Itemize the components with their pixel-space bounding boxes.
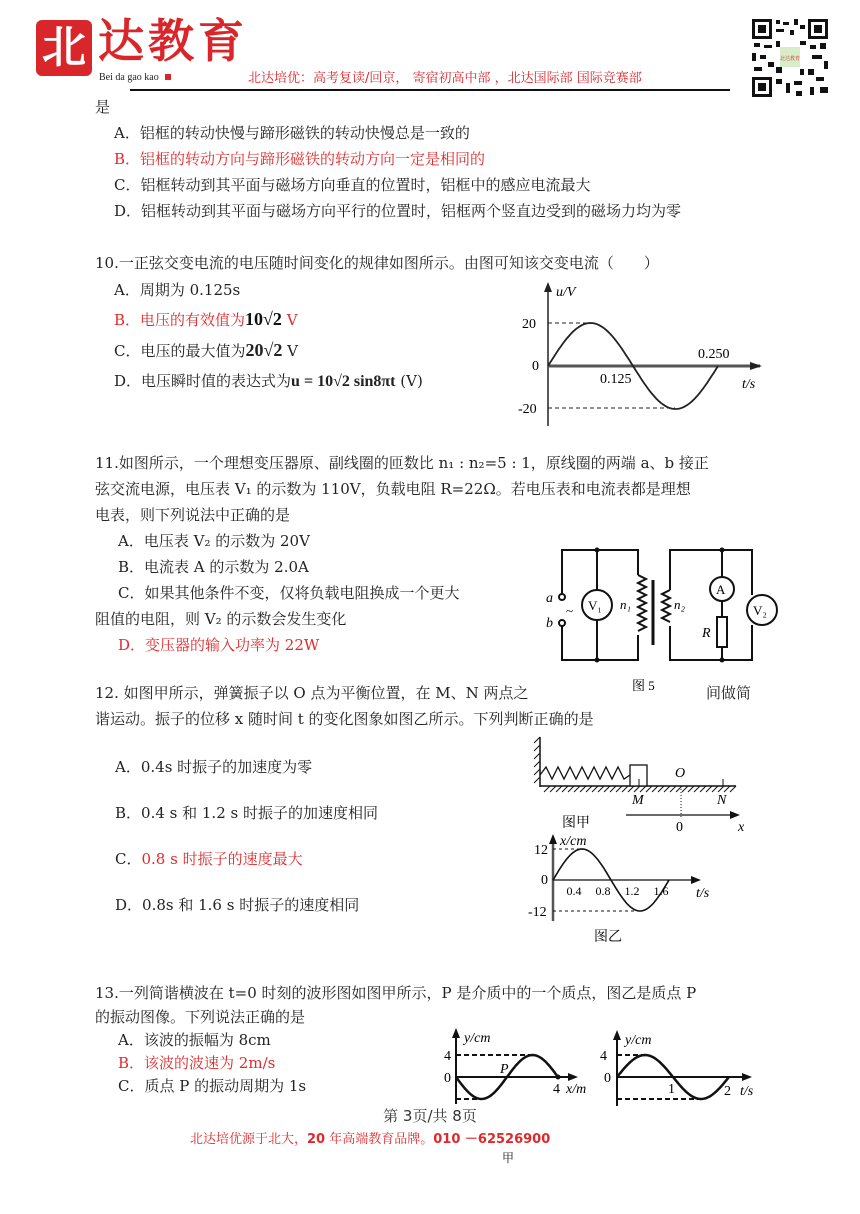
- option-text: 0.8s 和 1.6 s 时振子的速度相同: [142, 896, 360, 914]
- footer-slogan: [190, 1131, 550, 1149]
- option-text: 该波的波速为 2m/s: [144, 1054, 276, 1072]
- ac-source-icon: ~: [566, 603, 574, 618]
- option-label: C．: [114, 176, 141, 194]
- y-tick-neg12: -12: [528, 905, 547, 920]
- floor-hatch: [628, 786, 634, 792]
- fig-b-caption: 图乙: [594, 930, 622, 945]
- option-text: 周期为 0.125s: [139, 281, 241, 299]
- page-number: 第 3页/共 8页: [383, 1107, 477, 1125]
- circuit-caption: 图 5: [632, 678, 655, 693]
- secondary-coil: [662, 590, 670, 622]
- option-unit: V: [281, 311, 298, 329]
- y-tick-20: 20: [522, 317, 536, 332]
- option-label: A．: [114, 281, 140, 299]
- x-axis-arrow-icon: [742, 1073, 752, 1081]
- label-v1: V₁: [588, 598, 602, 613]
- floor-hatch: [616, 786, 622, 792]
- floor-hatch: [664, 786, 670, 792]
- logo-text: 达教育: [98, 14, 248, 68]
- label-a: a: [546, 591, 553, 606]
- q11-option-d: [118, 635, 319, 655]
- point-p: P: [500, 1062, 509, 1077]
- y-label: y/cm: [625, 1033, 652, 1048]
- x-tick-0125: 0.125: [600, 372, 632, 387]
- option-text: 铝框的转动快慢与蹄形磁铁的转动快慢总是一致的: [139, 124, 470, 142]
- option-label: D．: [115, 896, 143, 914]
- floor-hatch: [574, 786, 580, 792]
- logo-subtitle: [99, 72, 171, 84]
- option-text: 铝框的转动方向与蹄形磁铁的转动方向一定是相同的: [140, 150, 486, 168]
- y-label: y/cm: [464, 1031, 491, 1046]
- qr-label: 北达教育: [779, 57, 801, 62]
- y-tick-4: 4: [600, 1049, 607, 1064]
- contact-phone: 010 －62526900: [433, 1132, 551, 1147]
- q10-option-a: [114, 280, 240, 300]
- floor-hatch: [568, 786, 574, 792]
- floor-hatch: [580, 786, 586, 792]
- q12-figures: [510, 735, 770, 950]
- option-text: 0.8 s 时振子的速度最大: [141, 850, 303, 868]
- option-text: 电流表 A 的示数为 2.0A: [144, 558, 309, 576]
- y-tick-0: 0: [532, 359, 539, 374]
- option-text: 质点 P 的振动周期为 1s: [144, 1077, 307, 1095]
- y-tick-0: 0: [604, 1071, 611, 1086]
- q11-option-b: [118, 557, 309, 577]
- option-text: 铝框转动到其平面与磁场方向平行的位置时，铝框两个竖直边受到的磁场力均为零: [141, 202, 682, 220]
- floor-hatch: [694, 786, 700, 792]
- floor-hatch: [544, 786, 550, 792]
- resistor: [717, 617, 727, 647]
- floor-hatch: [646, 786, 652, 792]
- floor-hatch: [688, 786, 694, 792]
- x-tick-1: 1: [668, 1082, 675, 1097]
- option-text: 阻值的电阻，则 V₂ 的示数会发生变化: [95, 610, 347, 628]
- x-axis-arrow-icon: [730, 811, 740, 819]
- q9-option-c: [114, 175, 591, 195]
- floor-hatch: [622, 786, 628, 792]
- option-label: D．: [118, 636, 146, 654]
- floor-hatch: [670, 786, 676, 792]
- x-tick-4: 4: [553, 1082, 560, 1097]
- x-axis-arrow-icon: [750, 362, 762, 370]
- logo-square-icon: [165, 74, 171, 80]
- floor-hatch: [682, 786, 688, 792]
- x-label: x/m: [566, 1082, 587, 1097]
- option-label: B．: [118, 558, 145, 576]
- x-axis-arrow-icon: [691, 876, 701, 884]
- y-tick-0: 0: [541, 873, 548, 888]
- label-zero: 0: [676, 820, 683, 835]
- label-o: O: [675, 766, 686, 781]
- option-label: A．: [118, 532, 144, 550]
- terminal-a: [559, 594, 565, 600]
- spring: [540, 767, 630, 779]
- slogan-text: 北达培优源于北大，: [190, 1132, 308, 1147]
- primary-bottom-wire: [562, 620, 638, 660]
- floor-hatch: [604, 786, 610, 792]
- option-unit: (V): [395, 372, 423, 390]
- x-tick-08: 0.8: [595, 884, 611, 898]
- q12-option-a: [115, 757, 312, 777]
- y-axis-arrow-icon: [544, 282, 552, 292]
- floor-hatch: [640, 786, 646, 792]
- option-text: 电压的最大值为: [140, 342, 246, 360]
- option-text: 铝框转动到其平面与磁场方向垂直的位置时，铝框中的感应电流最大: [140, 176, 591, 194]
- q11-option-a: [118, 531, 310, 551]
- option-label: D．: [114, 202, 142, 220]
- floor-hatch: [586, 786, 592, 792]
- option-math: 10√2: [245, 309, 282, 329]
- y-axis-arrow-icon: [452, 1028, 460, 1038]
- label-n2: n₂: [674, 597, 686, 612]
- q11-stem-line3: 电表，则下列说法中正确的是: [95, 506, 291, 524]
- q10-option-c: [114, 340, 298, 361]
- option-label: B．: [114, 150, 141, 168]
- x-label: t/s: [742, 377, 756, 392]
- option-text: 电压表 V₂ 的示数为 20V: [143, 532, 310, 550]
- option-label: C．: [115, 850, 142, 868]
- x-label: t/s: [696, 886, 710, 901]
- label-x: x: [738, 820, 745, 835]
- q13-wave-graphs: [420, 1022, 780, 1107]
- q12-option-d: [115, 895, 359, 915]
- q10-option-b: [114, 309, 298, 330]
- floor-hatch: [706, 786, 712, 792]
- q13-option-b: [118, 1053, 275, 1073]
- q12-stem-line1a: 12. 如图甲所示，弹簧振子以 O 点为平衡位置，在 M、N 两点之: [95, 684, 529, 702]
- q12-option-c: [115, 849, 303, 869]
- option-label: B．: [115, 804, 142, 822]
- q10-voltage-graph: [510, 278, 770, 428]
- option-label: A．: [114, 124, 140, 142]
- option-label: B．: [118, 1054, 145, 1072]
- q12-stem-line2: 谐运动。振子的位移 x 随时间 t 的变化图象如图乙所示。下列判断正确的是: [95, 710, 594, 728]
- option-text: 0.4s 时振子的加速度为零: [140, 758, 313, 776]
- x-tick-12: 1.2: [624, 884, 640, 898]
- label-v2: V₂: [753, 603, 767, 618]
- logo-mark: 北: [36, 20, 92, 76]
- x-label: t/s: [740, 1084, 754, 1099]
- q12-option-b: [115, 803, 378, 823]
- q9-option-d: [114, 201, 681, 221]
- option-label: C．: [118, 1077, 145, 1095]
- q9-option-a: [114, 123, 470, 143]
- label-m: M: [632, 793, 644, 808]
- label-r: R: [702, 626, 711, 641]
- option-label: C．: [114, 342, 141, 360]
- option-label: A．: [118, 1031, 144, 1049]
- q9-prefix: 是: [95, 98, 111, 116]
- terminal-b: [559, 620, 565, 626]
- option-text: 电压的有效值为: [140, 311, 246, 329]
- label-b: b: [546, 616, 553, 631]
- q13-option-a: [118, 1030, 271, 1050]
- option-text: 0.4 s 和 1.2 s 时振子的加速度相同: [141, 804, 378, 822]
- displacement-time-graph: [528, 834, 710, 945]
- option-text: 如果其他条件不变，仅将负载电阻换成一个更大: [144, 584, 460, 602]
- label-n1: n₁: [620, 597, 632, 612]
- x-tick-2: 2: [724, 1084, 731, 1099]
- option-text: 该波的振幅为 8cm: [143, 1031, 271, 1049]
- floor-hatch: [658, 786, 664, 792]
- fig-jia-caption: 甲: [502, 1151, 515, 1165]
- label-ammeter: A: [716, 582, 726, 597]
- option-label: D．: [114, 372, 142, 390]
- y-tick-4: 4: [444, 1049, 451, 1064]
- floor-hatch: [634, 786, 640, 792]
- wave-graph-jia: [444, 1028, 586, 1104]
- spring-oscillator-diagram: [534, 737, 745, 835]
- primary-coil: [638, 575, 646, 631]
- q9-option-b: [114, 149, 485, 169]
- floor-hatch: [550, 786, 556, 792]
- q11-stem-line2: 弦交流电源，电压表 V₁ 的示数为 110V，负载电阻 R=22Ω。若电压表和电流表都是理想: [95, 480, 691, 498]
- q13-option-c: [118, 1076, 306, 1096]
- floor-hatch: [652, 786, 658, 792]
- y-tick-12: 12: [534, 843, 548, 858]
- label-n: N: [717, 793, 727, 808]
- option-label: A．: [115, 758, 141, 776]
- q13-stem-line2: 的振动图像。下列说法正确的是: [95, 1008, 306, 1026]
- floor-hatch: [700, 786, 706, 792]
- option-text: 电压瞬时值的表达式为: [141, 372, 292, 390]
- header-divider: [130, 89, 730, 91]
- x-tick-16: 1.6: [653, 884, 669, 898]
- slogan-brand: 年高端教育品牌。: [325, 1132, 434, 1147]
- y-axis-arrow-icon: [613, 1030, 621, 1040]
- floor-hatch: [610, 786, 616, 792]
- option-math: u = 10√2 sin8πt: [291, 373, 396, 390]
- q11-transformer-circuit: [532, 545, 782, 695]
- floor-hatch: [712, 786, 718, 792]
- qr-code-icon: [750, 17, 830, 99]
- floor-hatch: [718, 786, 724, 792]
- x-axis-arrow-icon: [568, 1073, 578, 1081]
- logo-subtitle-text: Bei da gao kao: [99, 72, 159, 83]
- x-tick-04: 0.4: [566, 884, 582, 898]
- floor-hatch: [724, 786, 730, 792]
- option-text: 变压器的输入功率为 22W: [145, 636, 320, 654]
- y-tick-neg20: -20: [518, 402, 537, 417]
- header-tagline: 北达培优：高考复读/回京， 寄宿初高中部 ，北达国际部 国际竞赛部: [248, 71, 642, 86]
- y-label: u/V: [556, 285, 576, 300]
- q11-option-c: [118, 583, 460, 603]
- x-tick-0250: 0.250: [698, 347, 730, 362]
- q11-stem-line1: 11.如图所示，一个理想变压器原、副线圈的匝数比 n₁ : n₂=5 : 1，原线圈的两端 a、b 接正: [95, 454, 709, 472]
- floor-hatch: [730, 786, 736, 792]
- q10-stem: 10.一正弦交变电流的电压随时间变化的规律如图所示。由图可知该交变电流（ ）: [95, 254, 659, 272]
- q11-option-c-cont: [95, 609, 346, 629]
- option-label: C．: [118, 584, 145, 602]
- y-axis-arrow-icon: [549, 834, 557, 844]
- vibration-graph-yi: [600, 1030, 754, 1106]
- secondary-bottom-wire: [670, 625, 752, 660]
- option-math: 20√2: [245, 340, 283, 360]
- floor-hatch: [598, 786, 604, 792]
- floor-hatch: [556, 786, 562, 792]
- option-unit: V: [282, 342, 298, 360]
- floor-hatch: [562, 786, 568, 792]
- floor-hatch: [592, 786, 598, 792]
- fig-a-caption: 图甲: [562, 816, 590, 831]
- option-label: B．: [114, 311, 141, 329]
- q13-stem-line1: 13.一列简谐横波在 t=0 时刻的波形图如图甲所示，P 是介质中的一个质点，图乙是质点 P: [95, 984, 697, 1002]
- y-label: x/cm: [560, 834, 587, 849]
- q10-option-d: [114, 371, 423, 392]
- q12-stem-line1b: 间做简: [706, 684, 752, 702]
- y-tick-0: 0: [444, 1071, 451, 1086]
- slogan-years: 20: [307, 1132, 326, 1147]
